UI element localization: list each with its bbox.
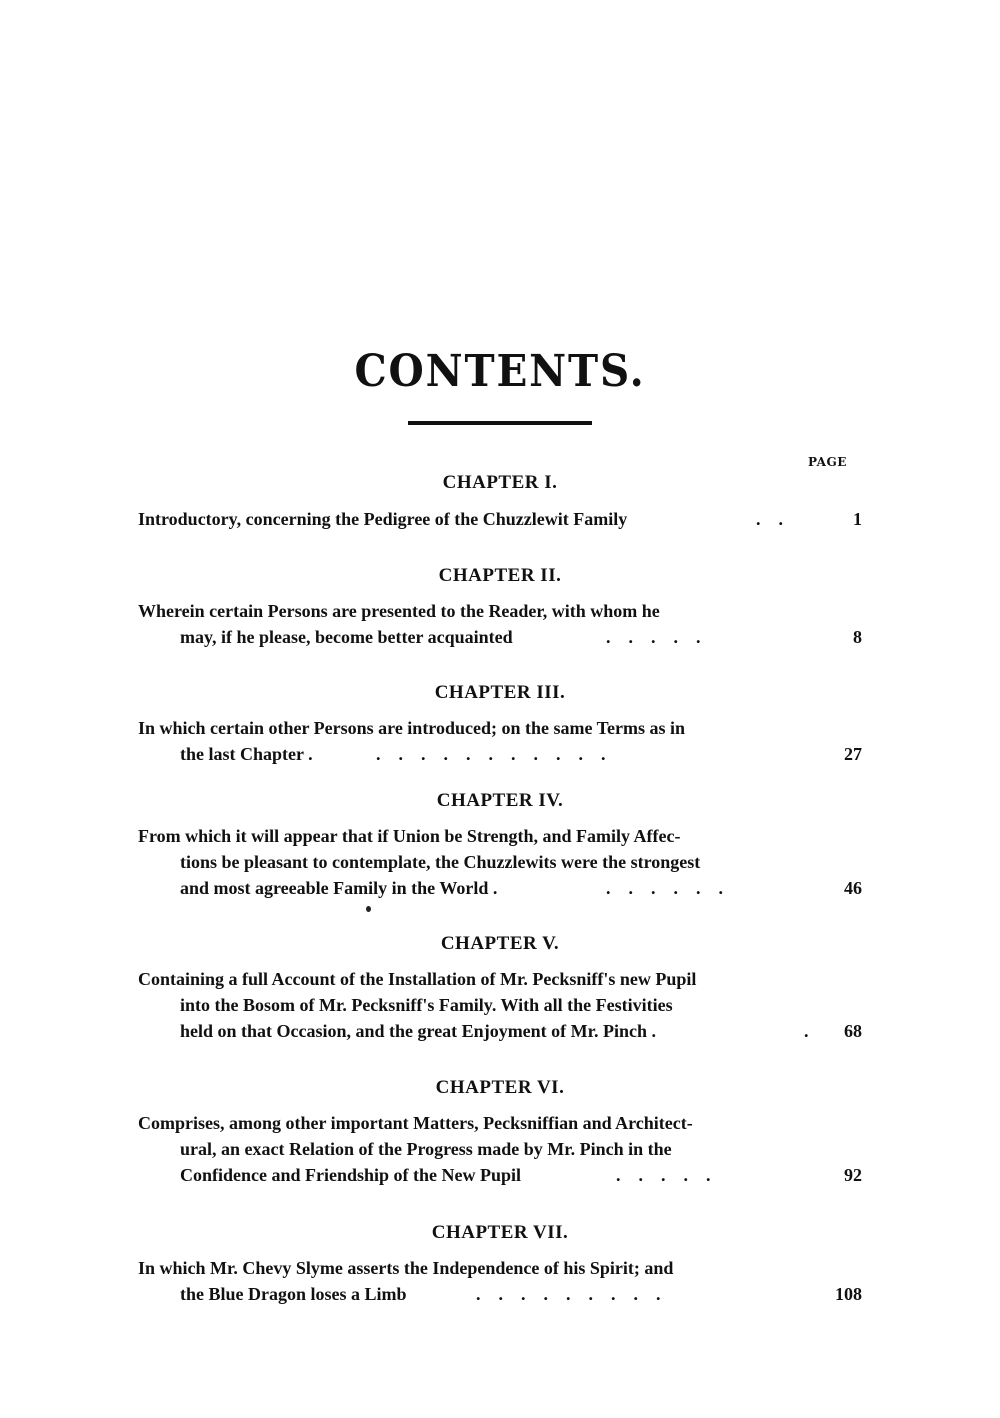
dot-leader: . . . . . . . . . . . [376, 744, 606, 764]
toc-entry-chapter-6[interactable] [138, 1110, 862, 1188]
page-number: 8 [853, 627, 862, 647]
chapter-heading: CHAPTER VI. [435, 1077, 565, 1098]
page-title: CONTENTS. [354, 346, 646, 397]
entry-text-line: In which certain other Persons are introduced; on the same Terms as in [138, 718, 685, 738]
dot-leader: . . . . . [616, 1165, 711, 1185]
chapter-heading: CHAPTER I. [442, 472, 558, 493]
entry-text-line: Confidence and Friendship of the New Pupil [180, 1165, 522, 1185]
chapter-heading: CHAPTER V. [440, 933, 560, 954]
entry-text-line: Comprises, among other important Matters, Pecksniffian and Architect- [138, 1113, 693, 1133]
dot-leader: . . . . . . . . . [476, 1284, 661, 1304]
page-column-label: PAGE [808, 455, 847, 469]
page-number: 68 [844, 1021, 862, 1041]
toc-entry-chapter-1[interactable] [138, 506, 862, 532]
page-number: 1 [853, 509, 862, 529]
entry-text-line: may, if he please, become better acquainted [180, 627, 513, 647]
toc-entry-chapter-3[interactable] [138, 715, 862, 767]
page-number: 108 [835, 1284, 862, 1304]
page-number: 92 [844, 1165, 862, 1185]
toc-entry-chapter-2[interactable] [138, 598, 862, 650]
toc-entry-chapter-7[interactable] [138, 1255, 862, 1307]
entry-text-line: ural, an exact Relation of the Progress made by Mr. Pinch in the [180, 1139, 672, 1159]
chapter-heading: CHAPTER II. [438, 565, 562, 586]
dot-leader: . . . . . . [606, 878, 723, 898]
toc-entry-chapter-5[interactable] [138, 966, 862, 1044]
dot-leader: . . [756, 509, 783, 529]
entry-text-line: into the Bosom of Mr. Pecksniff's Family. With all the Festivities [180, 995, 673, 1015]
entry-text-line: Wherein certain Persons are presented to the Reader, with whom he [138, 601, 660, 621]
dot-leader: . . . . . [606, 627, 701, 647]
chapter-heading: CHAPTER IV. [436, 790, 564, 811]
entry-text-line: the last Chapter . [180, 744, 313, 764]
page-number: 46 [844, 878, 862, 898]
entry-text-line: Containing a full Account of the Installation of Mr. Pecksniff's new Pupil [138, 969, 697, 989]
dot-leader: . [804, 1021, 809, 1041]
print-speck [366, 906, 371, 912]
entry-text-line: the Blue Dragon loses a Limb [180, 1284, 407, 1304]
entry-text-line: Introductory, concerning the Pedigree of the Chuzzlewit Family [138, 509, 628, 529]
chapter-heading: CHAPTER VII. [431, 1222, 569, 1243]
entry-text-line: held on that Occasion, and the great Enjoyment of Mr. Pinch . [180, 1021, 657, 1041]
title-rule-divider [408, 421, 592, 425]
toc-entry-chapter-4[interactable] [138, 823, 862, 901]
entry-text-line: and most agreeable Family in the World . [180, 878, 498, 898]
page-number: 27 [844, 744, 862, 764]
chapter-heading: CHAPTER III. [434, 682, 566, 703]
entry-text-line: In which Mr. Chevy Slyme asserts the Independence of his Spirit; and [138, 1258, 674, 1278]
entry-text-line: tions be pleasant to contemplate, the Chuzzlewits were the strongest [180, 852, 701, 872]
entry-text-line: From which it will appear that if Union be Strength, and Family Affec- [138, 826, 681, 846]
